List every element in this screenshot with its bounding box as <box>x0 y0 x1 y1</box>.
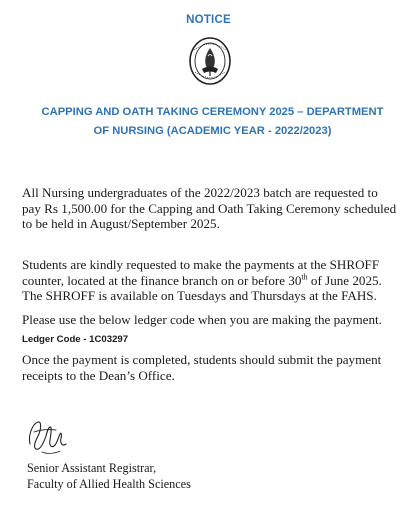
signatory-designation: Senior Assistant Registrar, <box>27 461 157 475</box>
deadline-text: counter, located at the finance branch on or before 30 <box>22 272 302 288</box>
paragraph-line: receipts to the Dean’s Office. <box>22 367 175 383</box>
heading-line-1: CAPPING AND OATH TAKING CEREMONY 2025 – DEPARTMENT <box>41 106 384 118</box>
paragraph-line: pay Rs 1,500.00 for the Capping and Oath Taking Ceremony scheduled <box>22 200 397 216</box>
ledger-code: Ledger Code - 1C03297 <box>22 334 129 345</box>
paragraph-line: Students are kindly requested to make the payments at the SHROFF <box>22 257 380 272</box>
paragraph-line: All Nursing undergraduates of the 2022/2023 batch are requested to <box>22 185 378 200</box>
signatory-faculty: Faculty of Allied Health Sciences <box>27 476 191 491</box>
deadline-month: of June 2025. <box>307 272 382 288</box>
paragraph-line-deadline <box>22 273 402 289</box>
signatory-block <box>27 461 191 492</box>
receipt-paragraph <box>22 352 402 383</box>
ledger-instruction <box>22 312 402 328</box>
paragraph-line: Please use the below ledger code when you are making the payment. <box>22 312 382 327</box>
paragraph-line: The SHROFF is available on Tuesdays and Thursdays at the FAHS. <box>22 288 377 304</box>
notice-title: NOTICE <box>186 14 231 26</box>
paragraph-line: Once the payment is completed, students should submit the payment <box>22 352 382 367</box>
heading-line-2: OF NURSING (ACADEMIC YEAR - 2022/2023) <box>93 125 332 137</box>
shroff-paragraph <box>22 257 402 304</box>
notice-heading <box>40 103 385 141</box>
paragraph-line: to be held in August/September 2025. <box>22 216 220 232</box>
ordinal-suffix: th <box>301 272 308 282</box>
signature-icon <box>24 414 72 456</box>
batch-payment-paragraph <box>22 185 402 232</box>
university-crest-logo-icon <box>188 36 232 88</box>
